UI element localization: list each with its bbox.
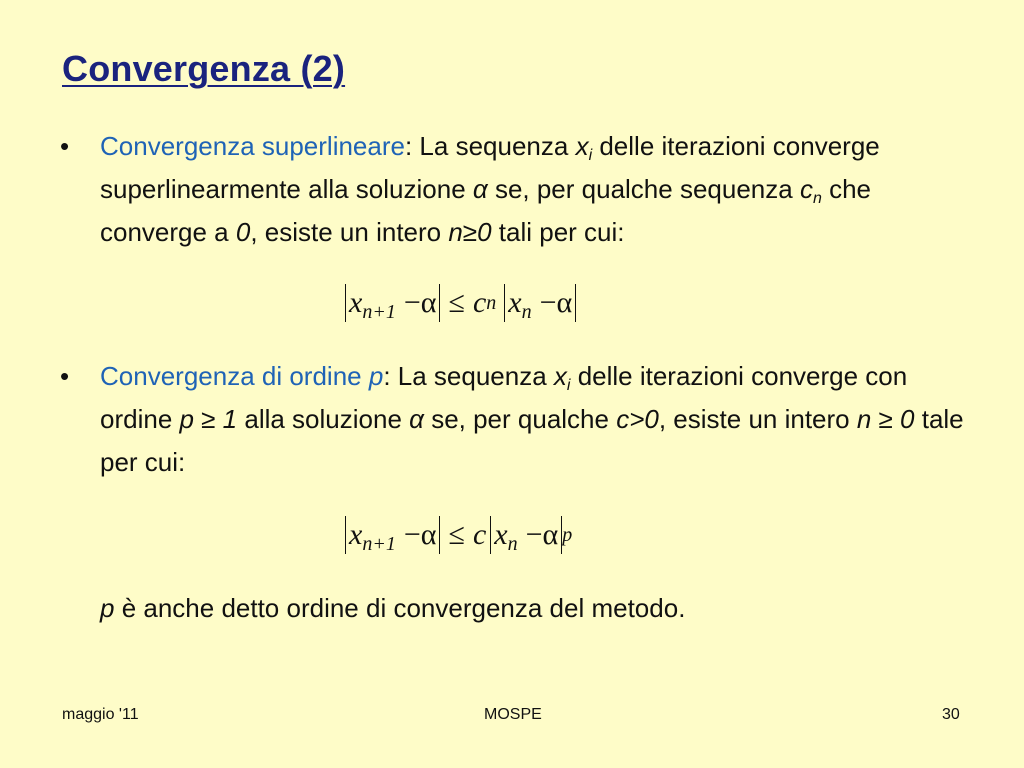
- var-c-condition: c>0: [616, 404, 659, 434]
- text-run: se, per qualche: [423, 404, 617, 434]
- var-x: x: [553, 361, 567, 391]
- abs-lhs: $x_{n+1} -\alpha$: [345, 516, 440, 554]
- note-text: è anche detto ordine di convergenza del metodo.: [114, 593, 686, 623]
- text-run: La sequenza: [390, 361, 554, 391]
- text-run: tali per cui:: [491, 217, 625, 247]
- var-p: p: [100, 593, 115, 623]
- var-c-sub: n: [812, 190, 822, 207]
- var-x-sub: i: [566, 377, 571, 394]
- text-run: che converge a: [100, 174, 871, 247]
- text-run: tale per cui:: [100, 404, 964, 477]
- order-note: [100, 588, 685, 628]
- var-c: c: [472, 518, 487, 551]
- leq-symbol: ≤: [448, 286, 465, 319]
- text-run: se, per qualche sequenza: [487, 174, 800, 204]
- slide-title: Convergenza (2): [62, 48, 346, 89]
- abs-lhs: $x_{n+1} -\alpha$: [345, 284, 440, 322]
- term-order: Convergenza di ordine: [100, 361, 369, 391]
- var-n-condition: n ≥ 0: [856, 404, 915, 434]
- formula-superlinear: $x_{n+1} -\alpha$ ≤ c n $x_n -\alpha$: [345, 284, 576, 322]
- bullet-text: [100, 355, 980, 484]
- var-p-condition: p ≥ 1: [179, 404, 238, 434]
- bullet-dot-icon: •: [60, 131, 70, 161]
- var-zero: 0: [235, 217, 251, 247]
- abs-rhs: $x_n -\alpha$: [504, 284, 576, 322]
- var-alpha: α: [472, 174, 488, 204]
- text-run: alla soluzione: [237, 404, 410, 434]
- abs-rhs: $x_n -\alpha$: [490, 516, 562, 554]
- term-superlinear: Convergenza superlineare: [100, 131, 405, 161]
- var-x: x: [575, 131, 589, 161]
- bullet-dot-icon: •: [60, 361, 70, 391]
- var-c: c: [472, 286, 487, 319]
- text-run: , esiste un intero: [658, 404, 857, 434]
- var-alpha: α: [409, 404, 424, 434]
- text-run: La sequenza: [412, 131, 576, 161]
- leq-symbol: ≤: [448, 518, 465, 551]
- term-order-p: p: [368, 361, 384, 391]
- var-c: c: [799, 174, 813, 204]
- text-run: delle iterazioni converge con ordine: [100, 361, 908, 434]
- formula-order-p: $x_{n+1} -\alpha$ ≤ c $x_n -\alpha$ p: [345, 516, 572, 554]
- bullet-text: [100, 125, 980, 254]
- var-x-sub: i: [588, 147, 593, 164]
- var-n-condition: n≥0: [448, 217, 492, 247]
- footer-title: MOSPE: [484, 706, 542, 723]
- colon: :: [383, 361, 391, 391]
- footer-date: maggio '11: [62, 706, 139, 723]
- footer-page-number: 30: [942, 706, 960, 723]
- text-run: , esiste un intero: [250, 217, 449, 247]
- colon: :: [404, 131, 413, 161]
- text-run: delle iterazioni converge superlinearmente alla soluzione: [100, 131, 880, 204]
